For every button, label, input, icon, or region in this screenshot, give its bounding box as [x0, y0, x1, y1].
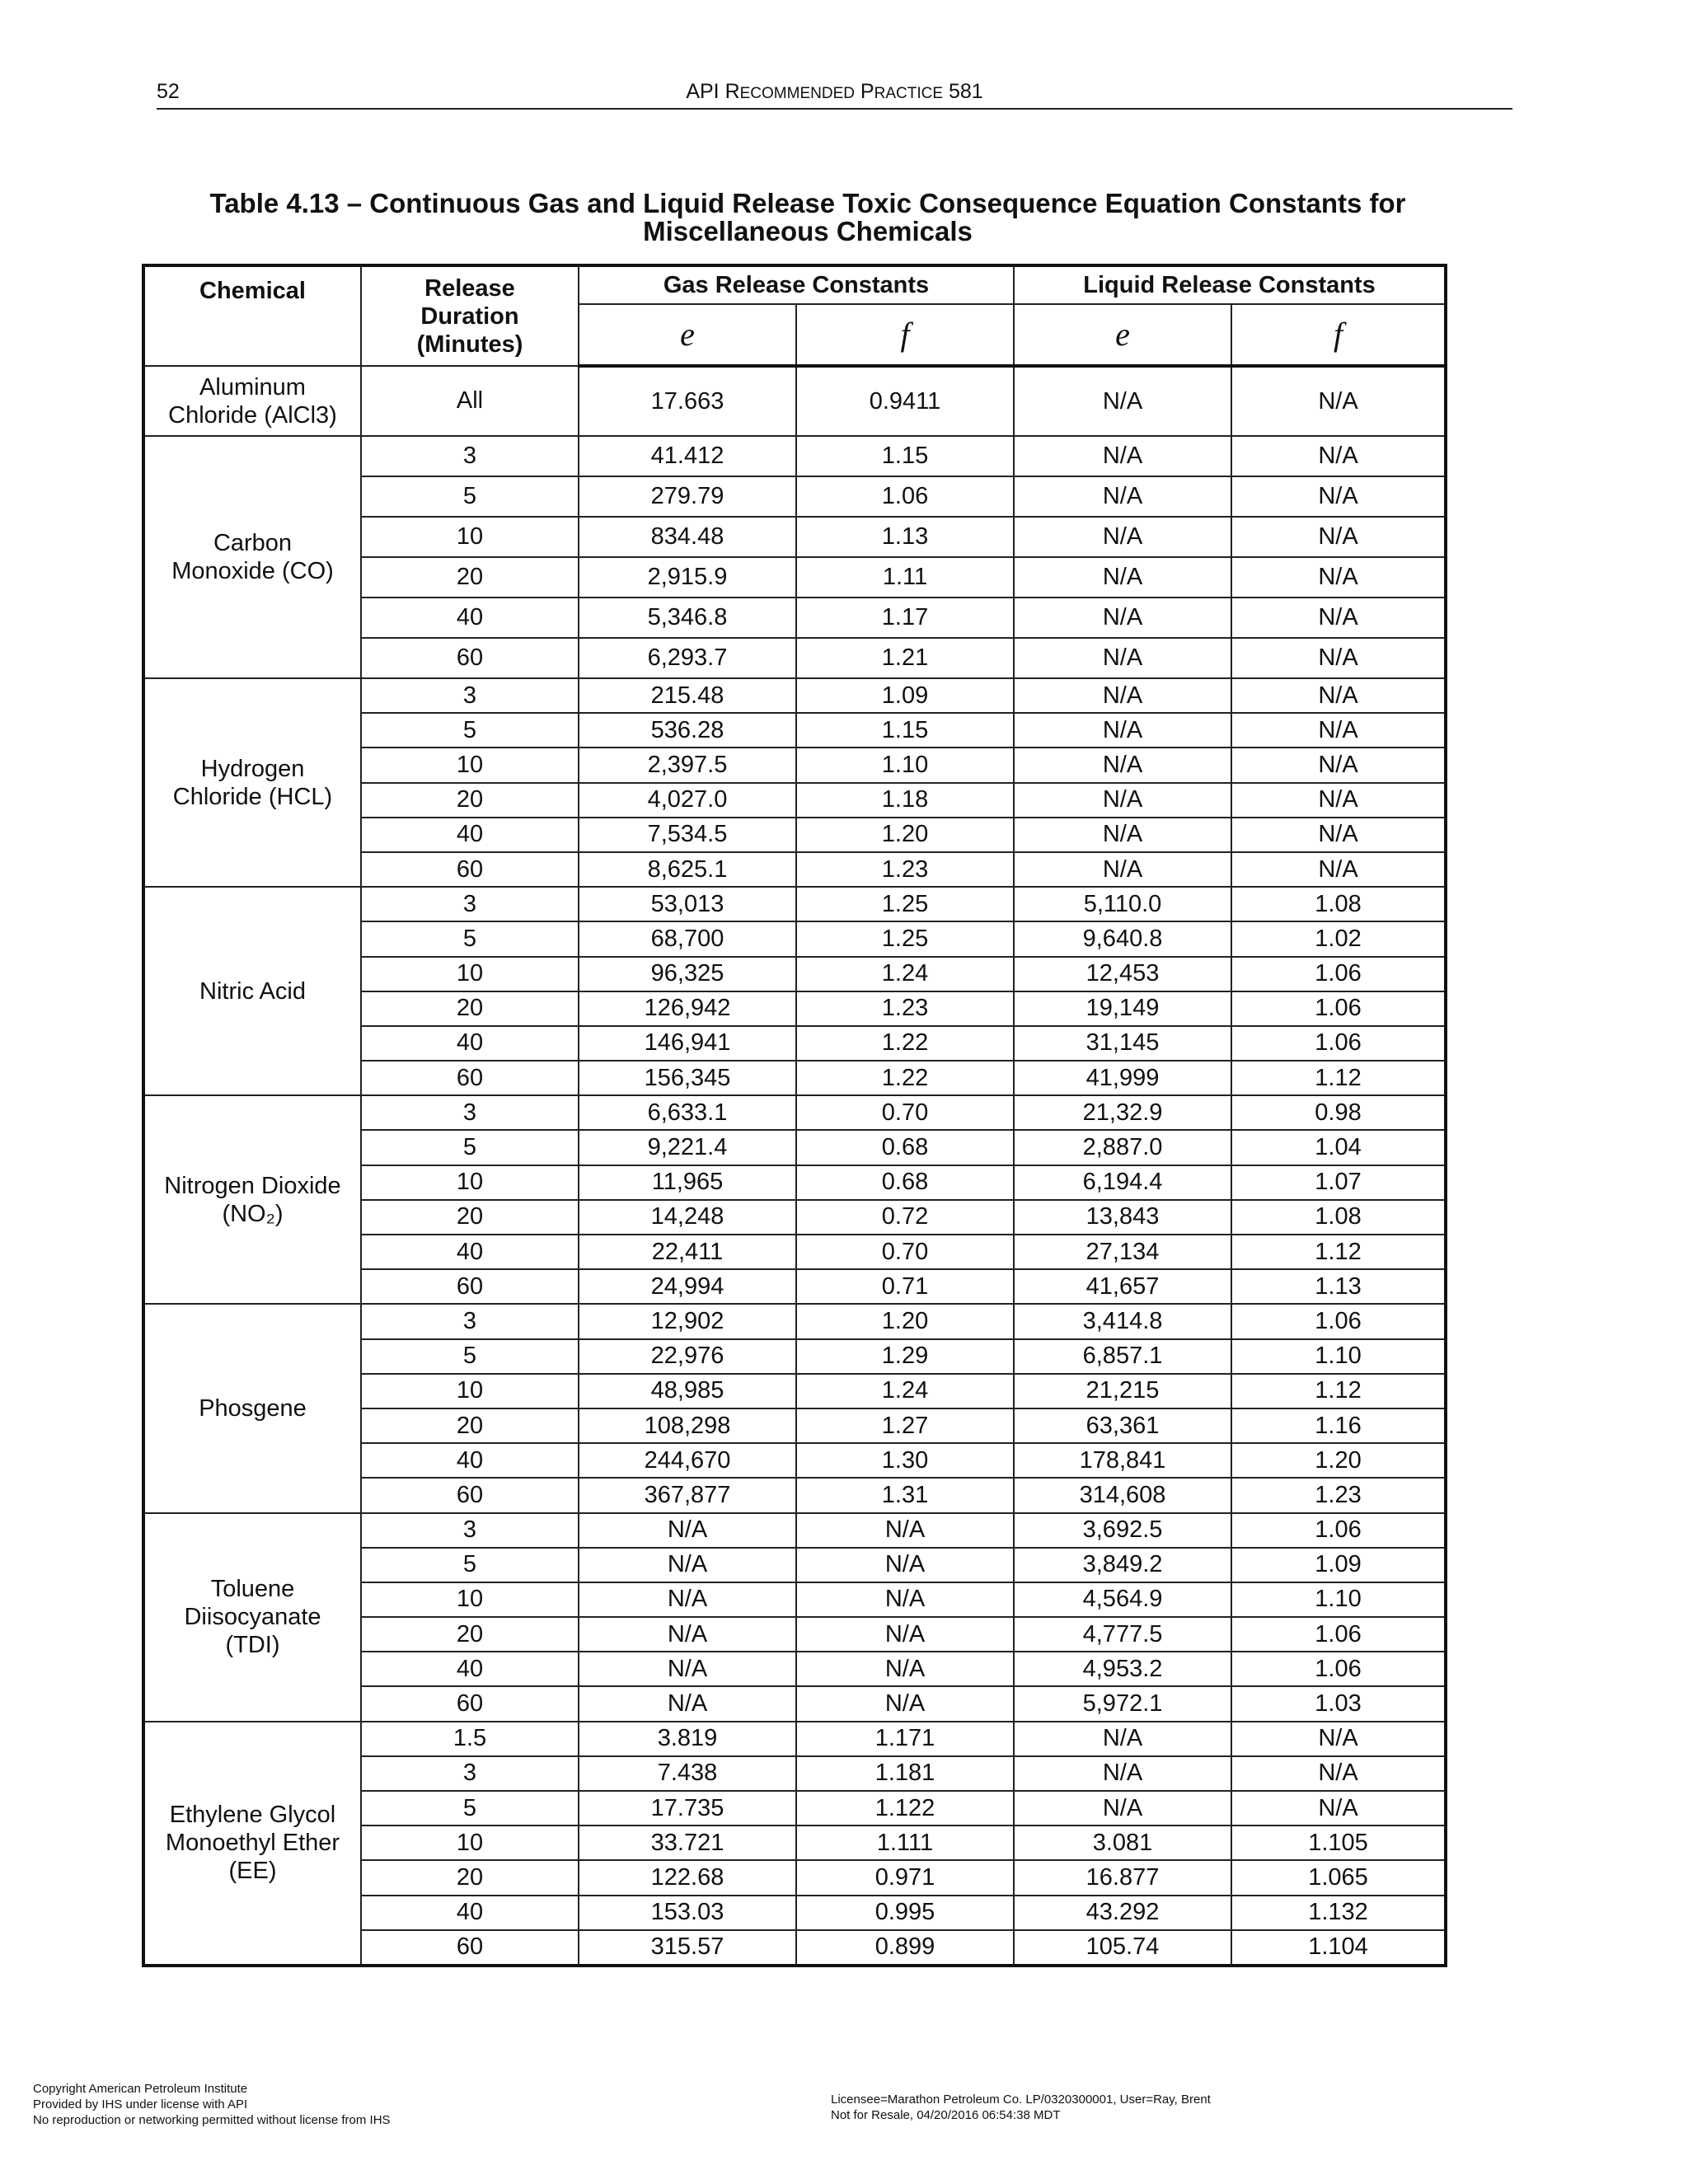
duration-cell: 60	[361, 1930, 579, 1966]
gas-e-cell: 367,877	[579, 1478, 796, 1512]
gas-e-cell: 2,915.9	[579, 557, 796, 598]
gas-f-cell: 1.23	[796, 852, 1014, 887]
liquid-e-cell: 3.081	[1014, 1825, 1231, 1860]
liquid-f-cell: 1.23	[1231, 1478, 1446, 1512]
liquid-e-cell: 27,134	[1014, 1235, 1231, 1269]
gas-e-cell: 279.79	[579, 476, 796, 517]
gas-f-cell: 1.23	[796, 991, 1014, 1026]
duration-cell: 20	[361, 1408, 579, 1443]
gas-f-cell: 0.899	[796, 1930, 1014, 1966]
liquid-e-cell: N/A	[1014, 476, 1231, 517]
duration-cell: 5	[361, 1548, 579, 1582]
liquid-e-cell: 314,608	[1014, 1478, 1231, 1512]
gas-e-cell: 156,345	[579, 1061, 796, 1095]
liquid-f-cell: 1.12	[1231, 1235, 1446, 1269]
liquid-f-cell: 1.20	[1231, 1443, 1446, 1478]
gas-e-cell: 153.03	[579, 1896, 796, 1930]
chemical-name-cell	[143, 1513, 361, 1722]
gas-f-cell: 0.68	[796, 1165, 1014, 1200]
liquid-e-cell: 5,972.1	[1014, 1686, 1231, 1721]
liquid-f-cell: 1.132	[1231, 1896, 1446, 1930]
liquid-f-cell: 1.16	[1231, 1408, 1446, 1443]
liquid-e-cell: 9,640.8	[1014, 921, 1231, 956]
gas-f-cell: N/A	[796, 1686, 1014, 1721]
gas-f-cell: 1.27	[796, 1408, 1014, 1443]
duration-cell: 10	[361, 1825, 579, 1860]
constants-table	[142, 264, 1447, 1967]
liquid-e-cell: N/A	[1014, 748, 1231, 782]
gas-e-cell: 17.735	[579, 1791, 796, 1825]
liquid-f-cell: N/A	[1231, 678, 1446, 713]
chemical-group	[143, 436, 1446, 678]
duration-cell: 1.5	[361, 1722, 579, 1756]
header-liquid-e: e	[1014, 304, 1231, 366]
duration-cell: 40	[361, 1652, 579, 1686]
gas-e-cell: 8,625.1	[579, 852, 796, 887]
liquid-f-cell: N/A	[1231, 818, 1446, 852]
liquid-f-cell: 1.06	[1231, 1513, 1446, 1548]
footer-left	[33, 2081, 391, 2128]
gas-e-cell: 2,397.5	[579, 748, 796, 782]
page-header	[157, 78, 1512, 110]
table-row	[143, 887, 1446, 921]
duration-cell: 20	[361, 1617, 579, 1652]
duration-cell: 40	[361, 1026, 579, 1061]
gas-f-cell: 0.995	[796, 1896, 1014, 1930]
liquid-e-cell: 5,110.0	[1014, 887, 1231, 921]
liquid-e-cell: N/A	[1014, 1722, 1231, 1756]
liquid-e-cell: N/A	[1014, 1756, 1231, 1791]
gas-f-cell: 0.72	[796, 1200, 1014, 1235]
duration-cell: 3	[361, 1756, 579, 1791]
liquid-e-cell: N/A	[1014, 598, 1231, 638]
gas-e-cell: 9,221.4	[579, 1130, 796, 1165]
chemical-group	[143, 1513, 1446, 1722]
header-gas-release-constants: Gas Release Constants	[579, 265, 1014, 304]
liquid-f-cell: N/A	[1231, 852, 1446, 887]
gas-f-cell: 1.11	[796, 557, 1014, 598]
chemical-name-cell	[143, 1304, 361, 1512]
chemical-group	[143, 1095, 1446, 1304]
liquid-e-cell: 12,453	[1014, 957, 1231, 991]
gas-e-cell: 6,633.1	[579, 1095, 796, 1130]
gas-e-cell: 536.28	[579, 713, 796, 748]
gas-e-cell: 5,346.8	[579, 598, 796, 638]
liquid-f-cell: N/A	[1231, 476, 1446, 517]
table-row	[143, 1722, 1446, 1756]
chemical-name-line: Nitric Acid	[199, 977, 306, 1005]
table-row	[143, 1513, 1446, 1548]
duration-cell: 10	[361, 1374, 579, 1408]
header-liquid-release-constants: Liquid Release Constants	[1014, 265, 1446, 304]
gas-e-cell: 3.819	[579, 1722, 796, 1756]
gas-f-cell: 1.24	[796, 957, 1014, 991]
gas-f-cell: N/A	[796, 1548, 1014, 1582]
duration-cell: 60	[361, 1478, 579, 1512]
gas-e-cell: 48,985	[579, 1374, 796, 1408]
gas-e-cell: 17.663	[579, 366, 796, 436]
gas-f-cell: 1.15	[796, 436, 1014, 476]
gas-f-cell: 1.29	[796, 1339, 1014, 1374]
gas-f-cell: 1.20	[796, 818, 1014, 852]
liquid-f-cell: N/A	[1231, 783, 1446, 818]
gas-f-cell: 1.22	[796, 1026, 1014, 1061]
liquid-f-cell: 1.02	[1231, 921, 1446, 956]
duration-cell: 60	[361, 1686, 579, 1721]
liquid-e-cell: 3,414.8	[1014, 1304, 1231, 1338]
chemical-name-line: Chloride (HCL)	[172, 783, 333, 810]
duration-cell: 40	[361, 1443, 579, 1478]
gas-e-cell: 14,248	[579, 1200, 796, 1235]
liquid-f-cell: N/A	[1231, 638, 1446, 678]
liquid-e-cell: 41,999	[1014, 1061, 1231, 1095]
liquid-e-cell: 3,849.2	[1014, 1548, 1231, 1582]
running-title: API RECOMMENDED PRACTICE 581	[686, 80, 983, 103]
gas-e-cell: 68,700	[579, 921, 796, 956]
chemical-name-line: Aluminum	[199, 373, 306, 401]
gas-e-cell: 96,325	[579, 957, 796, 991]
chemical-group	[143, 1722, 1446, 1966]
liquid-f-cell: N/A	[1231, 1722, 1446, 1756]
liquid-e-cell: N/A	[1014, 366, 1231, 436]
duration-cell: 5	[361, 1339, 579, 1374]
gas-f-cell: N/A	[796, 1617, 1014, 1652]
liquid-f-cell: 1.104	[1231, 1930, 1446, 1966]
gas-e-cell: 244,670	[579, 1443, 796, 1478]
gas-f-cell: 1.25	[796, 887, 1014, 921]
footer-not-for-resale: Not for Resale, 04/20/2016 06:54:38 MDT	[831, 2108, 1061, 2122]
duration-cell: 5	[361, 1791, 579, 1825]
gas-e-cell: 24,994	[579, 1269, 796, 1304]
gas-f-cell: N/A	[796, 1652, 1014, 1686]
liquid-f-cell: N/A	[1231, 748, 1446, 782]
duration-cell: 10	[361, 1165, 579, 1200]
liquid-e-cell: N/A	[1014, 638, 1231, 678]
gas-e-cell: 11,965	[579, 1165, 796, 1200]
gas-f-cell: N/A	[796, 1582, 1014, 1617]
gas-e-cell: 108,298	[579, 1408, 796, 1443]
chemical-name-line: Monoxide (CO)	[171, 558, 334, 584]
gas-e-cell: N/A	[579, 1652, 796, 1686]
liquid-f-cell: 1.06	[1231, 1652, 1446, 1686]
chemical-name-line: (EE)	[228, 1858, 277, 1885]
duration-cell: 3	[361, 1304, 579, 1338]
liquid-f-cell: 1.06	[1231, 957, 1446, 991]
chemical-group	[143, 1304, 1446, 1512]
gas-f-cell: 1.15	[796, 713, 1014, 748]
chemical-name-cell	[143, 887, 361, 1095]
liquid-f-cell: 1.12	[1231, 1374, 1446, 1408]
liquid-f-cell: N/A	[1231, 598, 1446, 638]
liquid-f-cell: 1.06	[1231, 1304, 1446, 1338]
header-liquid-f: f	[1231, 304, 1446, 366]
footer-copyright: Copyright American Petroleum Institute	[33, 2082, 248, 2096]
gas-e-cell: 6,293.7	[579, 638, 796, 678]
gas-f-cell: 1.18	[796, 783, 1014, 818]
chemical-name-cell	[143, 678, 361, 887]
chemical-group	[143, 887, 1446, 1095]
gas-f-cell: 0.71	[796, 1269, 1014, 1304]
chemical-group	[143, 366, 1446, 436]
liquid-e-cell: 21,215	[1014, 1374, 1231, 1408]
liquid-e-cell: 63,361	[1014, 1408, 1231, 1443]
liquid-e-cell: N/A	[1014, 678, 1231, 713]
chemical-name-cell	[143, 1095, 361, 1304]
gas-f-cell: 1.30	[796, 1443, 1014, 1478]
chemical-name-line: Toluene	[210, 1576, 295, 1603]
liquid-f-cell: 1.04	[1231, 1130, 1446, 1165]
gas-f-cell: 0.70	[796, 1095, 1014, 1130]
gas-f-cell: 1.09	[796, 678, 1014, 713]
gas-f-cell: 1.25	[796, 921, 1014, 956]
liquid-f-cell: 1.07	[1231, 1165, 1446, 1200]
duration-cell: 3	[361, 1513, 579, 1548]
liquid-e-cell: N/A	[1014, 1791, 1231, 1825]
liquid-f-cell: 1.105	[1231, 1825, 1446, 1860]
chemical-name-line: Nitrogen Dioxide	[164, 1172, 341, 1199]
gas-e-cell: 7.438	[579, 1756, 796, 1791]
table-title-line-2: Miscellaneous Chemicals	[643, 216, 973, 246]
gas-f-cell: 1.171	[796, 1722, 1014, 1756]
liquid-e-cell: N/A	[1014, 818, 1231, 852]
gas-e-cell: 146,941	[579, 1026, 796, 1061]
liquid-f-cell: 1.12	[1231, 1061, 1446, 1095]
table-title	[140, 190, 1475, 246]
duration-cell: 20	[361, 557, 579, 598]
liquid-e-cell: 6,857.1	[1014, 1339, 1231, 1374]
liquid-f-cell: 1.03	[1231, 1686, 1446, 1721]
liquid-f-cell: 1.06	[1231, 991, 1446, 1026]
chemical-name-line: (TDI)	[225, 1632, 280, 1659]
duration-cell: 3	[361, 887, 579, 921]
liquid-f-cell: 1.10	[1231, 1339, 1446, 1374]
liquid-e-cell: 4,953.2	[1014, 1652, 1231, 1686]
duration-cell: 10	[361, 1582, 579, 1617]
duration-cell: 60	[361, 1269, 579, 1304]
gas-f-cell: 1.111	[796, 1825, 1014, 1860]
liquid-f-cell: N/A	[1231, 436, 1446, 476]
gas-f-cell: 1.31	[796, 1478, 1014, 1512]
liquid-e-cell: N/A	[1014, 517, 1231, 557]
duration-cell: 40	[361, 1235, 579, 1269]
duration-cell: 60	[361, 638, 579, 678]
liquid-e-cell: 16.877	[1014, 1860, 1231, 1895]
gas-f-cell: 0.971	[796, 1860, 1014, 1895]
gas-e-cell: 7,534.5	[579, 818, 796, 852]
gas-f-cell: 1.181	[796, 1756, 1014, 1791]
gas-e-cell: 834.48	[579, 517, 796, 557]
gas-e-cell: N/A	[579, 1617, 796, 1652]
liquid-e-cell: 13,843	[1014, 1200, 1231, 1235]
chemical-name-line: Diisocyanate	[184, 1604, 321, 1631]
duration-cell: 3	[361, 436, 579, 476]
duration-cell: 10	[361, 957, 579, 991]
gas-e-cell: 53,013	[579, 887, 796, 921]
liquid-e-cell: N/A	[1014, 436, 1231, 476]
liquid-e-cell: 2,887.0	[1014, 1130, 1231, 1165]
duration-cell: 3	[361, 678, 579, 713]
liquid-f-cell: 1.09	[1231, 1548, 1446, 1582]
chemical-name-line: Hydrogen	[200, 755, 305, 782]
gas-f-cell: 1.21	[796, 638, 1014, 678]
gas-f-cell: 1.20	[796, 1304, 1014, 1338]
gas-e-cell: N/A	[579, 1513, 796, 1548]
gas-e-cell: 4,027.0	[579, 783, 796, 818]
page-number: 52	[157, 80, 180, 103]
liquid-f-cell: N/A	[1231, 557, 1446, 598]
liquid-f-cell: N/A	[1231, 1791, 1446, 1825]
chemical-name-line: Monoethyl Ether	[165, 1830, 340, 1857]
footer-no-reproduction: No reproduction or networking permitted without license from IHS	[33, 2113, 391, 2127]
table-row	[143, 1095, 1446, 1130]
liquid-e-cell: 4,564.9	[1014, 1582, 1231, 1617]
liquid-f-cell: 1.06	[1231, 1026, 1446, 1061]
gas-f-cell: 1.24	[796, 1374, 1014, 1408]
gas-e-cell: 22,976	[579, 1339, 796, 1374]
liquid-f-cell: N/A	[1231, 713, 1446, 748]
table-row	[143, 678, 1446, 713]
gas-e-cell: 126,942	[579, 991, 796, 1026]
duration-cell: 40	[361, 818, 579, 852]
duration-cell: 20	[361, 1860, 579, 1895]
table-row	[143, 436, 1446, 476]
duration-cell: 5	[361, 921, 579, 956]
liquid-f-cell: N/A	[1231, 517, 1446, 557]
chemical-name-line: Phosgene	[199, 1394, 307, 1422]
chemical-name-cell	[143, 366, 361, 436]
header-gas-e: e	[579, 304, 796, 366]
liquid-e-cell: N/A	[1014, 783, 1231, 818]
header-gas-f: f	[796, 304, 1014, 366]
liquid-f-cell: N/A	[1231, 1756, 1446, 1791]
chemical-name-line: (NO₂)	[222, 1200, 284, 1227]
liquid-e-cell: 43.292	[1014, 1896, 1231, 1930]
gas-e-cell: N/A	[579, 1686, 796, 1721]
duration-cell: 5	[361, 713, 579, 748]
duration-cell: 20	[361, 783, 579, 818]
chemical-name-line: Ethylene Glycol	[169, 1802, 336, 1829]
liquid-f-cell: 1.06	[1231, 1617, 1446, 1652]
table-row	[143, 366, 1446, 436]
duration-cell: 60	[361, 852, 579, 887]
gas-f-cell: 0.70	[796, 1235, 1014, 1269]
header-release-duration: Release Duration (Minutes)	[361, 265, 579, 366]
gas-f-cell: 1.122	[796, 1791, 1014, 1825]
duration-cell: 60	[361, 1061, 579, 1095]
gas-e-cell: 12,902	[579, 1304, 796, 1338]
liquid-e-cell: 105.74	[1014, 1930, 1231, 1966]
liquid-f-cell: 1.065	[1231, 1860, 1446, 1895]
chemical-name-cell	[143, 436, 361, 678]
chemical-name-line: Carbon	[213, 530, 293, 556]
liquid-e-cell: 178,841	[1014, 1443, 1231, 1478]
liquid-e-cell: N/A	[1014, 852, 1231, 887]
liquid-e-cell: 19,149	[1014, 991, 1231, 1026]
duration-cell: 3	[361, 1095, 579, 1130]
gas-f-cell: 1.10	[796, 748, 1014, 782]
liquid-e-cell: N/A	[1014, 713, 1231, 748]
gas-e-cell: 33.721	[579, 1825, 796, 1860]
liquid-f-cell: 1.08	[1231, 887, 1446, 921]
gas-f-cell: 1.06	[796, 476, 1014, 517]
duration-cell: 40	[361, 1896, 579, 1930]
gas-e-cell: N/A	[579, 1548, 796, 1582]
liquid-f-cell: N/A	[1231, 366, 1446, 436]
duration-cell: 5	[361, 476, 579, 517]
gas-e-cell: 122.68	[579, 1860, 796, 1895]
liquid-f-cell: 0.98	[1231, 1095, 1446, 1130]
chemical-name-line: Chloride (AlCl3)	[168, 401, 337, 429]
chemical-group	[143, 678, 1446, 887]
table-row	[143, 1304, 1446, 1338]
duration-cell: All	[361, 366, 579, 436]
gas-f-cell: 1.17	[796, 598, 1014, 638]
footer-provided: Provided by IHS under license with API	[33, 2097, 248, 2111]
gas-f-cell: 1.22	[796, 1061, 1014, 1095]
gas-e-cell: 315.57	[579, 1930, 796, 1966]
liquid-f-cell: 1.10	[1231, 1582, 1446, 1617]
liquid-f-cell: 1.08	[1231, 1200, 1446, 1235]
gas-e-cell: N/A	[579, 1582, 796, 1617]
duration-cell: 5	[361, 1130, 579, 1165]
duration-cell: 40	[361, 598, 579, 638]
liquid-e-cell: 31,145	[1014, 1026, 1231, 1061]
liquid-f-cell: 1.13	[1231, 1269, 1446, 1304]
duration-cell: 20	[361, 991, 579, 1026]
gas-f-cell: 0.68	[796, 1130, 1014, 1165]
liquid-e-cell: 3,692.5	[1014, 1513, 1231, 1548]
liquid-e-cell: 6,194.4	[1014, 1165, 1231, 1200]
gas-f-cell: 0.9411	[796, 366, 1014, 436]
duration-cell: 20	[361, 1200, 579, 1235]
liquid-e-cell: 41,657	[1014, 1269, 1231, 1304]
gas-e-cell: 22,411	[579, 1235, 796, 1269]
liquid-e-cell: 21,32.9	[1014, 1095, 1231, 1130]
gas-f-cell: N/A	[796, 1513, 1014, 1548]
chemical-name-cell	[143, 1722, 361, 1966]
liquid-e-cell: N/A	[1014, 557, 1231, 598]
gas-f-cell: 1.13	[796, 517, 1014, 557]
duration-cell: 10	[361, 748, 579, 782]
footer-licensee: Licensee=Marathon Petroleum Co. LP/0320300001, User=Ray, Brent	[831, 2093, 1211, 2107]
footer-right	[831, 2092, 1211, 2123]
gas-e-cell: 41.412	[579, 436, 796, 476]
table-title-line-1: Table 4.13 – Continuous Gas and Liquid Release Toxic Consequence Equation Constants for	[209, 188, 1406, 218]
gas-e-cell: 215.48	[579, 678, 796, 713]
liquid-e-cell: 4,777.5	[1014, 1617, 1231, 1652]
duration-cell: 10	[361, 517, 579, 557]
header-chemical: Chemical	[143, 265, 361, 366]
